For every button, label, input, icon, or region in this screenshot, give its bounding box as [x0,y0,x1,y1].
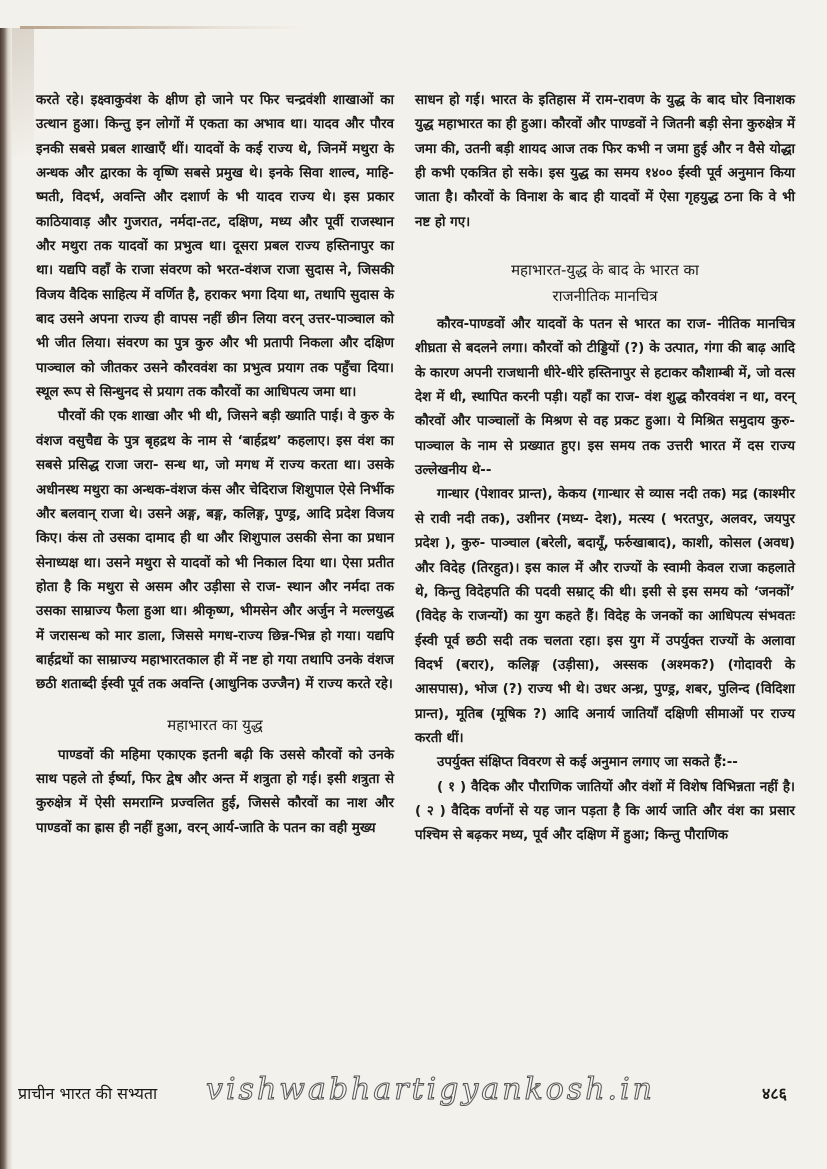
text-line: पाञ्चाल को जीतकर उसने कौरववंश का प्रभुत्व प्रयाग [36,360,311,376]
left-paragraph-1 [36,89,394,405]
right-column [415,89,795,849]
right-paragraph-1 [415,89,795,235]
text-line: अपनी राजधानी धीरे-धीरे हस्तिनापुर से हटाकर कौशाम्बी [463,365,739,381]
text-line: दिया था, तथापि सुदास के बाद उसने अपना राज्य ही वापस [36,287,394,328]
text-line: राज्य भी थे। उधर अन्ध्र, पुण्ड्र, शबर, पुलिन्द (विदिशा [527,682,796,698]
text-line: और पाण्डवों ने जितनी बड़ी सेना कुरुक्षेत्र में जमा की, [415,117,795,157]
right-paragraph-inferences [415,751,795,775]
watermark-text: vishwabhartigyankosh.in [206,1072,655,1107]
left-paragraph-2 [36,405,394,697]
text-line: अभाव था। यादव और पौरव इनकी सबसे प्रबल शाखाएँ [36,117,394,157]
right-paragraph-2 [415,313,795,483]
text-line: कौरवों का आधिपत्य जमा था। [210,385,357,401]
text-line: ष्मती, विदर्भ, अवन्ति और दशार्ण के भी यादव राज्य थे। [36,190,344,206]
footer-book-title: प्राचीन भारत की सभ्यता [18,1084,158,1103]
text-line: प्रान्त), मूतिब (मूषिक ?) आदि अनार्य जातियाँ दक्षिणी [415,706,706,722]
text-line: ईस्वी पूर्व छठी सदी तक चलता रहा। इस युग में उपर्युक्त [415,633,710,649]
text-line: पाई। वे कुरु के वंशज वसुचैद्य के पुत्र बृहद्रथ के नाम से [36,409,394,449]
text-line: पाण्डवों की महिमा एकाएक इतनी बढ़ी कि उससे कौरवों [58,747,349,763]
text-line: निर्भीक और बलवान् राजा थे। उसने अङ्ग, बङ्ग, कलिङ्ग, [36,482,394,522]
text-line: तक पहुँचा दिया। स्थूल रूप से सिन्धुनद से प्रयाग तक [36,360,394,401]
text-line: करते रहे। इक्ष्वाकुवंश के क्षीण हो जाने पर फिर चन्द्रवंशी [36,93,333,108]
page-number: ४८६ [762,1084,787,1103]
page-curl-shadow [12,28,34,158]
heading-line-1: महाभारत-युद्ध के बाद के भारत का [511,261,699,280]
text-line: मिश्रण से वह प्रकट हुआ। ये मिश्रित समुदाय कुरु-पाञ्चाल [415,414,795,454]
text-line: गान्धार (पेशावर प्रान्त), केकय (गान्धार से व्यास नदी [437,487,703,503]
text-line: ह्रास ही नहीं हुआ, वरन् आर्य-जाति के पतन का वही मुख्य [94,820,376,836]
text-line: ‘बार्हद्रथ’ कहलाए। इस वंश का सबसे प्रसिद्ध राजा जरा- [36,433,394,474]
text-line: साधन हो गई। भारत के इतिहास में राम-रावण के युद्ध [415,93,691,108]
text-line: राज्यों के अलावा विदर्भ (बरार), कलिङ्ग (उड़ीसा), [415,633,796,673]
text-line: मार डाला, जिससे मगध-राज्य छिन्न-भिन्न हो गया। यद्यपि [114,628,394,644]
text-line: द्वारका के वृष्णि सबसे प्रमुख थे। इनके सिवा शाल्व, माहि- [100,166,394,182]
text-line: सन्ध था, जो मगध में राज्य करता था। उसके अधीनस्थ [36,458,394,498]
text-line: कौरव-पाण्डवों और यादवों के पतन से भारत का राज- [437,317,718,333]
text-line: अस्सक (अश्मक?) (गोदावरी के आसपास), भोज (?) [415,657,795,698]
text-line: नीतिक मानचित्र शीघ्रता से बदलने लगा। कौरवों को [415,317,795,357]
text-line: को उनके साथ पहले तो ईर्ष्या, फिर द्वेष और अन्त में [36,747,394,787]
text-line: प्रभुत्व था। दूसरा प्रबल राज्य हस्तिनापुर का था। यद्यपि [36,239,394,279]
text-line: उसने मथुरा से यादवों को भी निकाल दिया था। ऐसा [106,555,368,571]
text-line: थीं। यादवों के कई राज्य थे, जिनमें मथुरा के अन्धक और [36,141,394,182]
text-line: नष्ट हो गए। [415,214,471,230]
right-paragraph-kingdoms [415,483,795,751]
text-line: सीमाओं पर राज्य करती थीं। [415,706,795,746]
text-line: वहाँ के राजा संवरण को भरत-वंशज राजा सुदास ने, [91,263,358,279]
text-line: के बाद घोर विनाशक युद्ध महाभारत का ही हुआ। कौरवों [415,93,795,133]
text-line: स्थान और नर्मदा तक उसका साम्राज्य फैला हुआ था। [36,579,394,620]
text-line: बार्हद्रथों का साम्राज्य महाभारतकाल ही में नष्ट हो गया [36,652,302,668]
text-line: देश), मत्स्य ( भरतपुर, अलवर, जयपुर प्रदेश ), कुरु- [415,511,796,552]
text-line: तथापि उनके वंशज छठी शताब्दी ईस्वी पूर्व तक अवन्ति [36,652,394,693]
text-line: वंश शुद्ध कौरववंश न था, वरन् कौरवों और पाञ्चालों के [415,390,795,430]
text-line: ( १ ) वैदिक और पौराणिक जातियों और वंशों में [437,779,680,795]
text-line: में, जो वत्स देश में थी, स्थापित करनी पड़ी। यहाँ का राज- [415,365,795,406]
right-paragraph-points [415,776,795,849]
text-line: (आधुनिक उज्जैन) में राज्य करते रहे। [208,677,393,693]
left-paragraph-3 [36,744,394,841]
text-line: जान पड़ता है कि आर्य जाति और वंश का प्रसार पश्चिम [415,803,796,844]
text-line: विनाश के बाद ही यादवों में ऐसा गृहयुद्ध ठना कि वे भी [516,190,796,206]
text-line: न वैसे योद्धा ही कभी एकत्रित हो सके। इस युद्ध का समय [415,141,796,182]
text-line: पुण्ड्र, आदि प्रदेश विजय किए। कंस तो उसका दामाद ही [36,506,394,547]
heading-line-2: राजनीतिक मानचित्र [552,287,658,306]
text-line: शत्रुता हो गई। इसी शत्रुता से कुरुक्षेत्र में ऐसी समराग्नि [36,771,394,812]
text-line: प्रतीत होता है कि मथुरा से असम और उड़ीसा से राज- [36,555,394,595]
text-line: सकते हैं:-- [682,755,738,771]
left-column [36,89,394,841]
text-line: मथुरा का अन्धक-वंशज कंस और चेदिराज शिशुपाल ऐसे [83,482,360,498]
text-line: उपर्युक्त संक्षिप्त विवरण से कई अनुमान लगाए जा [437,755,683,771]
text-line: १४०० ईस्वी पूर्व अनुमान किया जाता है। कौरवों के [415,166,795,206]
text-line: प्रज्वलित हुई, जिससे कौरवों का नाश और पाण्डवों का [36,796,394,836]
text-line: नहीं छीन लिया वरन् उत्तर-पाञ्चाल को भी जीत लिया। [36,312,394,352]
text-line: उतनी बड़ी शायद आज तक फिर कभी न जमा हुई और [465,141,736,157]
text-line: श्रीकृष्ण, भीमसेन और अर्जुन ने मल्लयुद्ध में जरासन्ध को [36,604,394,644]
text-line: तक) मद्र (काश्मीर से रावी नदी तक), उशीनर (मध्य- [415,487,795,527]
text-line: से बढ़कर मध्य, पूर्व और दक्षिण में हुआ; किन्तु पौराणिक [452,828,728,844]
text-line: का युग कहते हैं। विदेह के जनकों का आधिपत्य संभवतः [514,609,795,625]
text-line: था और शिशुपाल उसकी सेना का प्रधान सेनाध्यक्ष था। [36,531,395,571]
text-line: केवल राजा कहलाते थे, किन्तु विदेहपति की पदवी सम्राट् [415,560,795,600]
text-line: संवरण का पुत्र कुरु और भी प्रतापी निकला और दक्षिण [116,336,394,352]
section-heading-mahabharat-war: महाभारत का युद्ध [167,715,263,734]
text-line: दस राज्य उल्लेखनीय थे-- [415,438,795,479]
text-line: जिसकी विजय वैदिक साहित्य में वर्णित है, हराकर भगा [36,263,394,303]
text-line: टीड्डियों (?) के उत्पात, गंगा की बाढ़ आदि के कारण [415,341,795,381]
text-line: इस प्रकार काठियावाड़ और गुजरात, नर्मदा-तट, दक्षिण, [36,190,394,230]
text-line: विशेष विभिन्नता नहीं है। ( २ ) वैदिक वर्णनों से यह [415,779,796,819]
text-line: शाखाओं का उत्थान हुआ। किन्तु इन लोगों में एकता का [36,93,394,133]
section-heading-political-map [415,257,795,309]
text-line: की थी। इसी से इस समय को ‘जनकों’ (विदेह के राजन्यों) [415,584,795,625]
text-line: और विदेह (तिरहुत)। इस काल में और राज्यों के स्वामी [415,560,697,576]
text-line: मध्य और पूर्वी राजस्थान और मथुरा तक यादवों का [36,214,394,255]
text-line: के नाम से प्रख्यात हुए। इस समय तक उत्तरी भारत में [460,438,748,454]
text-line: पाञ्चाल (बरेली, बदायूँ, फर्रुखाबाद), काशी, कोसल (अवध) [490,536,795,552]
text-line: पौरवों की एक शाखा और भी थी, जिसने बड़ी ख्याति [58,409,321,425]
book-binding-edge [0,28,12,1169]
page-top-edge [20,26,310,29]
